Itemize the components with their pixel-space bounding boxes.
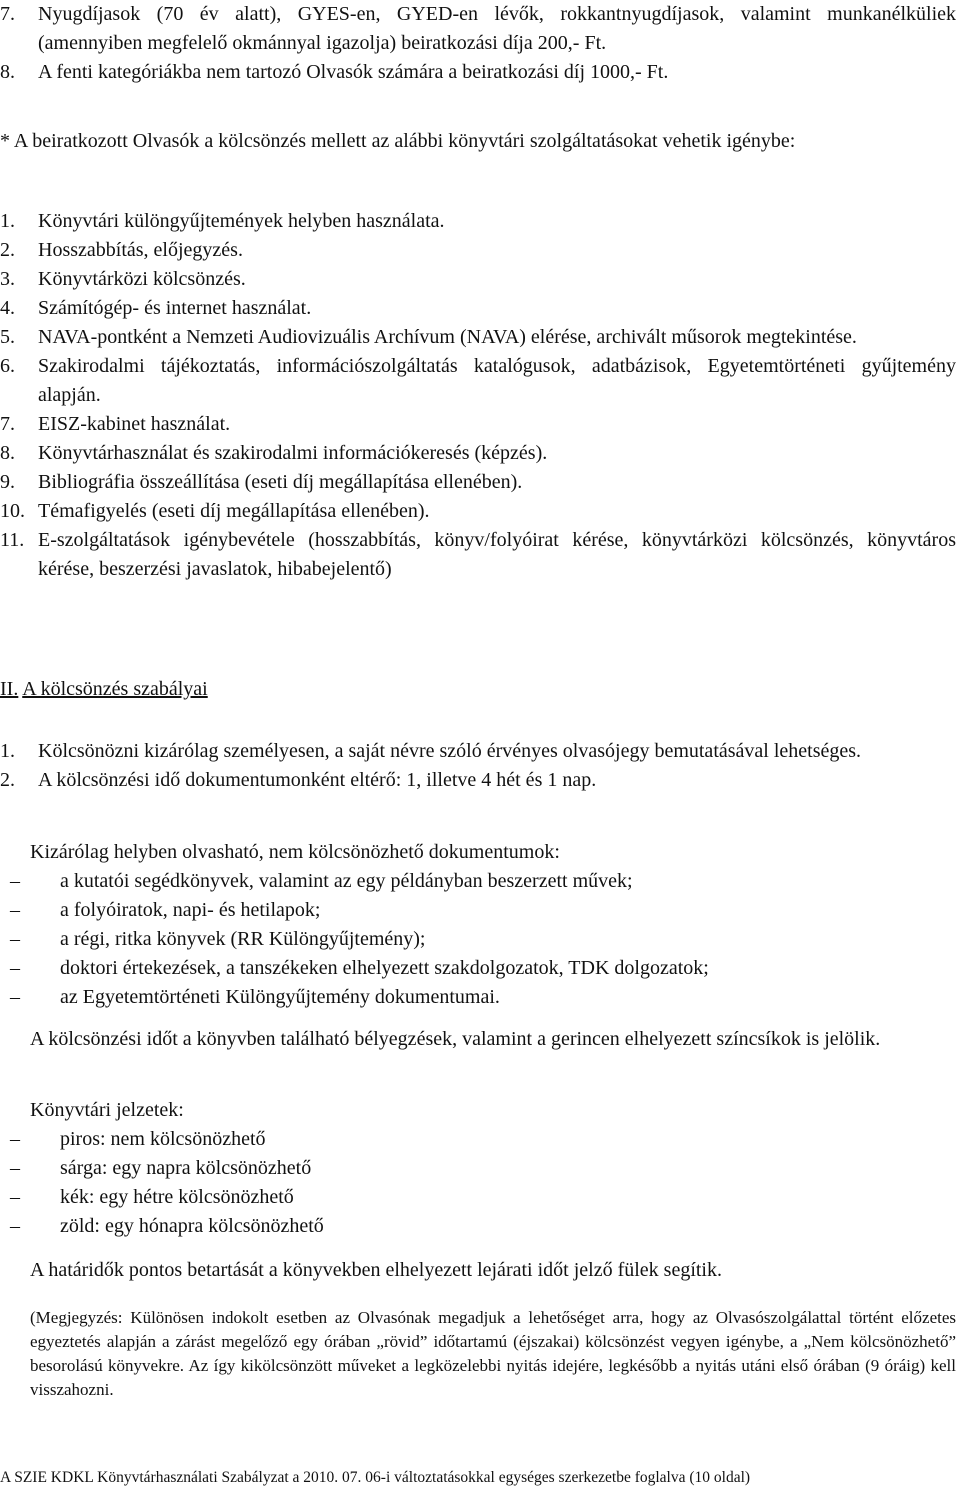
item-text: sárga: egy napra kölcsönözhető <box>60 1157 312 1179</box>
item-text: az Egyetemtörténeti Különgyűjtemény dokumentumai. <box>60 986 500 1008</box>
list-item <box>0 265 956 294</box>
item-text: Könyvtárhasználat és szakirodalmi információkeresés (képzés). <box>38 442 548 464</box>
item-text: A kölcsönzési idő dokumentumonként eltérő: 1, illetve 4 hét és 1 nap. <box>38 769 597 791</box>
deadline-paragraph: A határidők pontos betartását a könyvekben elhelyezett lejárati időt jelző fülek segítik. <box>30 1259 722 1281</box>
list-item <box>0 352 956 410</box>
dash-item <box>0 1125 956 1154</box>
item-number: 4. <box>0 297 15 319</box>
services-list <box>0 207 956 584</box>
list-item <box>0 468 956 497</box>
item-number: 1. <box>0 210 15 232</box>
item-number: 1. <box>0 740 15 762</box>
dash-item <box>0 896 956 925</box>
item-number: 8. <box>0 442 15 464</box>
item-text: Bibliográfia összeállítása (eseti díj megállapítása ellenében). <box>38 471 523 493</box>
list-item <box>0 497 956 526</box>
item-text: Kölcsönözni kizárólag személyesen, a saját névre szóló érvényes olvasójegy bemutatásával lehetséges. <box>38 740 862 762</box>
list-item <box>0 207 956 236</box>
dash-item <box>0 925 956 954</box>
item-text: Nyugdíjasok (70 év alatt), GYES-en, GYED-en lévők, rokkantnyugdíjasok, valamint munkanélküliek (amennyiben megfelelő okmánnyal igazolja) beiratkozási díja 200,- Ft. <box>38 3 956 54</box>
reference-only-list <box>0 867 956 1012</box>
dash-item <box>0 1212 956 1241</box>
rules-list <box>0 737 956 795</box>
list-item <box>0 0 956 58</box>
loan-period-paragraph: A kölcsönzési időt a könyvben található bélyegzések, valamint a gerincen elhelyezett színcsíkok is jelölik. <box>30 1028 881 1050</box>
item-text: kék: egy hétre kölcsönözhető <box>60 1186 294 1208</box>
dash-item <box>0 954 956 983</box>
item-text: A fenti kategóriákba nem tartozó Olvasók számára a beiratkozási díj 1000,- Ft. <box>38 61 669 83</box>
list-item <box>0 766 956 795</box>
item-text: EISZ-kabinet használat. <box>38 413 231 435</box>
list-item <box>0 526 956 584</box>
item-number: 2. <box>0 769 15 791</box>
section-title: A kölcsönzés szabályai <box>22 678 208 700</box>
item-text: a kutatói segédkönyvek, valamint az egy példányban beszerzett művek; <box>60 870 633 892</box>
item-text: Könyvtárközi kölcsönzés. <box>38 268 246 290</box>
dash-item <box>0 983 956 1012</box>
item-text: Számítógép- és internet használat. <box>38 297 312 319</box>
services-intro: * A beiratkozott Olvasók a kölcsönzés mellett az alábbi könyvtári szolgáltatásokat vehetik igénybe: <box>0 130 796 152</box>
item-number: 7. <box>0 413 15 435</box>
page-footer: A SZIE KDKL Könyvtárhasználati Szabályzat a 2010. 07. 06-i változtatásokkal egységes szerkezetbe foglalva (10 oldal) <box>0 1469 751 1486</box>
item-text: Könyvtári különgyűjtemények helyben használata. <box>38 210 445 232</box>
list-item <box>0 323 956 352</box>
reference-only-intro: Kizárólag helyben olvasható, nem kölcsönözhető dokumentumok: <box>30 841 560 863</box>
services-intro-block <box>0 127 956 156</box>
list-item <box>0 58 956 87</box>
list-item <box>0 737 956 766</box>
item-text: E-szolgáltatások igénybevétele (hosszabbítás, könyv/folyóirat kérése, könyvtárközi kölcsönzés, könyvtáros kérése, beszerzési javaslatok, hibabejelentő) <box>38 529 956 580</box>
list-item <box>0 410 956 439</box>
item-number: 3. <box>0 268 15 290</box>
item-number: 8. <box>0 61 15 83</box>
item-text: a folyóiratok, napi- és hetilapok; <box>60 899 321 921</box>
dash-item <box>0 1154 956 1183</box>
item-text: Hosszabbítás, előjegyzés. <box>38 239 243 261</box>
item-text: doktori értekezések, a tanszékeken elhelyezett szakdolgozatok, TDK dolgozatok; <box>60 957 709 979</box>
section-number: II. <box>0 678 19 700</box>
item-number: 2. <box>0 239 15 261</box>
list-item <box>0 236 956 265</box>
list-item <box>0 439 956 468</box>
dash-item <box>0 1183 956 1212</box>
item-text: a régi, ritka könyvek (RR Különgyűjtemény); <box>60 928 426 950</box>
item-text: piros: nem kölcsönözhető <box>60 1128 266 1150</box>
list-item <box>0 294 956 323</box>
item-number: 10. <box>0 500 25 522</box>
labels-list <box>0 1125 956 1241</box>
item-number: 9. <box>0 471 15 493</box>
intro-list <box>0 0 956 87</box>
item-text: Szakirodalmi tájékoztatás, információszolgáltatás katalógusok, adatbázisok, Egyetemtörténeti gyűjtemény alapján. <box>38 355 956 406</box>
dash-item <box>0 867 956 896</box>
note-paragraph: (Megjegyzés: Különösen indokolt esetben az Olvasónak megadjuk a lehetőséget arra, hogy az Olvasószolgálattal történt előzetes egyeztetés alapján a zárást megelőző egy órában „rövid” időtartamú (éjszakai) kölcsönzést vegyen igénybe, a „Nem kölcsönözhető” besorolású könyvekre. Az így kikölcsönzött műveket a legközelebbi nyitás idejére, legkésőbb a nyitás utáni első órában (9 óráig) kell visszahozni. <box>30 1308 956 1399</box>
item-number: 11. <box>0 529 25 551</box>
labels-intro: Könyvtári jelzetek: <box>30 1099 184 1121</box>
item-number: 7. <box>0 3 15 25</box>
section-heading <box>0 675 956 704</box>
item-text: NAVA-pontként a Nemzeti Audiovizuális Archívum (NAVA) elérése, archivált műsorok megtekintése. <box>38 326 857 348</box>
item-text: Témafigyelés (eseti díj megállapítása ellenében). <box>38 500 430 522</box>
item-text: zöld: egy hónapra kölcsönözhető <box>60 1215 324 1237</box>
item-number: 5. <box>0 326 15 348</box>
item-number: 6. <box>0 355 15 377</box>
